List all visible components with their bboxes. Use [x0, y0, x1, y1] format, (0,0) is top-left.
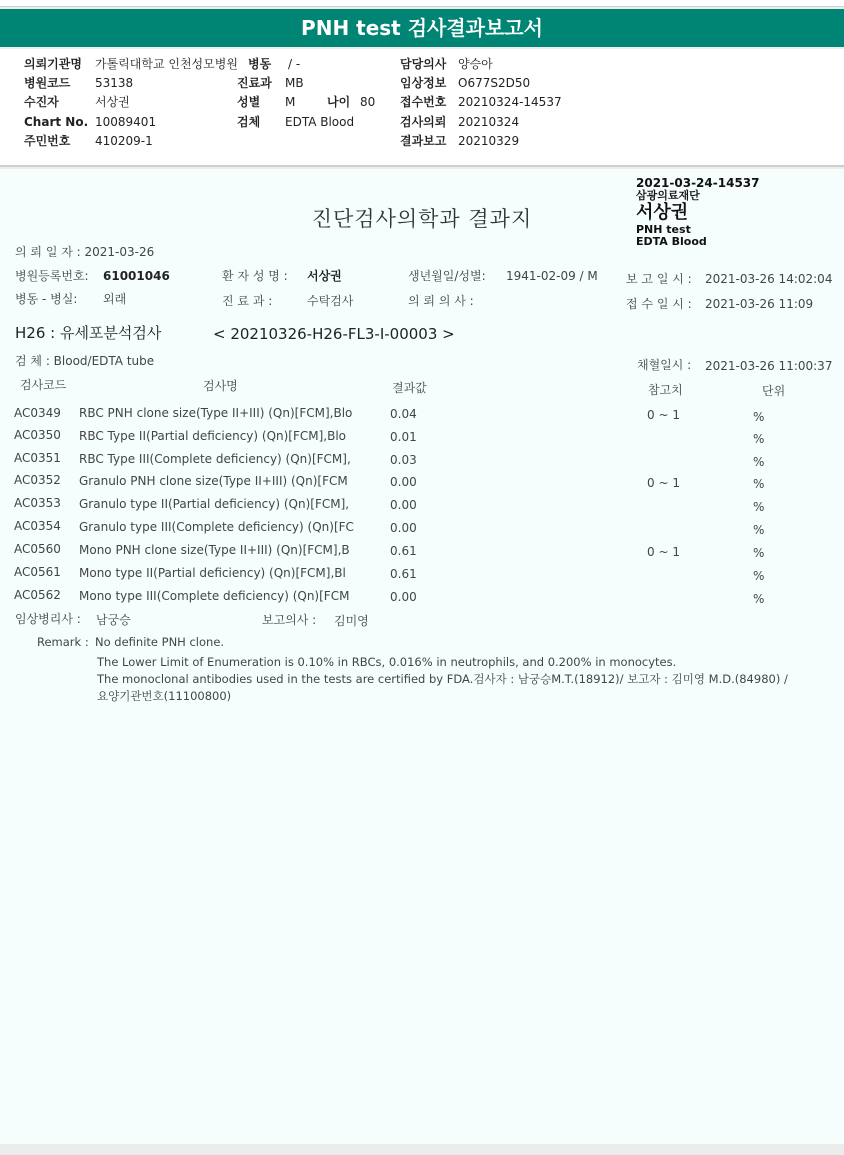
- report-date-value: 20210329: [458, 134, 520, 148]
- scanned-result-sheet: [0, 169, 844, 1144]
- stamp-test-name: PNH test: [636, 223, 691, 236]
- chart-label: Chart No.: [24, 115, 89, 129]
- dob-label: 생년월일/성별:: [408, 269, 486, 283]
- institution-value: 가톨릭대학교 인천성모병원: [95, 57, 238, 71]
- remark-line-1: No definite PNH clone.: [95, 635, 225, 649]
- ward-value: / -: [288, 57, 301, 71]
- header-row-3: [0, 93, 844, 111]
- dept-label: 진 료 과 :: [222, 294, 273, 308]
- column-reference: 참고치: [648, 383, 683, 397]
- row-code: AC0561: [14, 565, 61, 579]
- row-result: 0.03: [390, 453, 417, 467]
- clinical-label: 임상정보: [400, 76, 447, 90]
- pathologist-label: 임상병리사 :: [15, 612, 81, 626]
- row-code: AC0350: [14, 428, 61, 442]
- row-code: AC0349: [14, 406, 61, 420]
- row-test-name: Mono type III(Complete deficiency) (Qn)[FCM: [79, 589, 350, 603]
- remark-line-4: 요양기관번호(11100800): [97, 689, 232, 703]
- reporter-value: 김미영: [334, 614, 369, 628]
- collect-time-label: 채혈일시 :: [637, 358, 692, 372]
- sex-label: 성별: [237, 95, 261, 109]
- age-value: 80: [360, 95, 376, 109]
- row-test-name: Granulo PNH clone size(Type II+III) (Qn)[FCM: [79, 474, 348, 488]
- row-reference: 0 ~ 1: [647, 408, 680, 422]
- report-time-value: 2021-03-26 14:02:04: [705, 272, 833, 286]
- id-label: 주민번호: [24, 134, 71, 148]
- receipt-time-label: 접 수 일 시 :: [626, 297, 692, 311]
- id-value: 410209-1: [95, 134, 153, 148]
- column-unit: 단위: [762, 384, 786, 398]
- section-title: H26 : 유세포분석검사: [15, 324, 162, 342]
- dept-value: 수탁검사: [307, 294, 354, 308]
- row-test-name: Mono PNH clone size(Type II+III) (Qn)[FCM],B: [79, 543, 350, 557]
- hospital-code-value: 53138: [95, 76, 134, 90]
- clinical-value: O677S2D50: [458, 76, 531, 90]
- dept-value: MB: [285, 76, 304, 90]
- patient-label: 수진자: [24, 95, 59, 109]
- specimen-value: EDTA Blood: [285, 115, 355, 129]
- doctor-label: 담당의사: [400, 57, 447, 71]
- row-result: 0.61: [390, 544, 417, 558]
- header-row-2: [0, 74, 844, 92]
- patient-name-value: 서상권: [307, 269, 342, 283]
- stamp-foundation: 삼광의료재단: [636, 189, 700, 202]
- collect-time-value: 2021-03-26 11:00:37: [705, 359, 833, 373]
- ward-room-value: 외래: [103, 292, 127, 306]
- stamp-patient-name: 서상권: [636, 202, 689, 223]
- row-test-name: Granulo type II(Partial deficiency) (Qn)[FCM],: [79, 497, 350, 511]
- remark-line-2: The Lower Limit of Enumeration is 0.10% in RBCs, 0.016% in neutrophils, and 0.200% in monocytes.: [97, 655, 677, 669]
- bottom-margin: [0, 1144, 844, 1155]
- receipt-label: 접수번호: [400, 95, 447, 109]
- row-code: AC0560: [14, 542, 61, 556]
- column-code: 검사코드: [20, 378, 67, 392]
- row-unit: %: [753, 455, 765, 469]
- row-test-name: Granulo type III(Complete deficiency) (Qn)[FC: [79, 520, 354, 534]
- row-unit: %: [753, 432, 765, 446]
- row-code: AC0354: [14, 519, 61, 533]
- row-code: AC0562: [14, 588, 61, 602]
- row-code: AC0352: [14, 473, 61, 487]
- row-result: 0.01: [390, 430, 417, 444]
- row-reference: 0 ~ 1: [647, 545, 680, 559]
- row-test-name: Mono type II(Partial deficiency) (Qn)[FCM],Bl: [79, 566, 346, 580]
- stamp-receipt-number: 2021-03-24-14537: [636, 176, 760, 190]
- ward-room-label: 병동 - 병실:: [15, 292, 78, 306]
- row-unit: %: [753, 546, 765, 560]
- reg-no-value: 61001046: [103, 269, 170, 283]
- dob-value: 1941-02-09 / M: [506, 269, 598, 283]
- reg-no-label: 병원등록번호:: [15, 269, 89, 283]
- row-code: AC0351: [14, 451, 61, 465]
- accession-number: < 20210326-H26-FL3-I-00003 >: [213, 325, 455, 343]
- reporter-label: 보고의사 :: [262, 613, 317, 627]
- row-test-name: RBC PNH clone size(Type II+III) (Qn)[FCM],Blo: [79, 406, 353, 420]
- row-unit: %: [753, 500, 765, 514]
- row-unit: %: [753, 592, 765, 606]
- age-label: 나이: [327, 95, 351, 109]
- row-unit: %: [753, 569, 765, 583]
- sex-value: M: [285, 95, 296, 109]
- hospital-code-label: 병원코드: [24, 76, 71, 90]
- row-reference: 0 ~ 1: [647, 476, 680, 490]
- remark-label: Remark :: [37, 635, 89, 649]
- pathologist-value: 남궁승: [96, 613, 131, 627]
- row-unit: %: [753, 477, 765, 491]
- row-result: 0.00: [390, 498, 417, 512]
- institution-label: 의뢰기관명: [24, 57, 82, 71]
- top-border: [0, 0, 844, 7]
- row-test-name: RBC Type III(Complete deficiency) (Qn)[FCM],: [79, 452, 351, 466]
- chart-value: 10089401: [95, 115, 157, 129]
- stamp-specimen: EDTA Blood: [636, 235, 707, 248]
- column-result: 결과값: [392, 381, 427, 395]
- row-result: 0.04: [390, 407, 417, 421]
- dept-label: 진료과: [237, 76, 272, 90]
- request-date: 의 뢰 일 자 : 2021-03-26: [15, 245, 155, 259]
- report-time-label: 보 고 일 시 :: [626, 272, 692, 286]
- patient-value: 서상권: [95, 95, 130, 109]
- specimen-label: 검체: [237, 115, 261, 129]
- request-info-header: [0, 49, 844, 167]
- report-title-bar: PNH test 검사결과보고서: [0, 9, 844, 47]
- header-row-5: [0, 132, 844, 150]
- header-row-1: [0, 55, 844, 73]
- request-date-label: 검사의뢰: [400, 115, 447, 129]
- result-sheet-title: 진단검사의학과 결과지: [311, 207, 533, 231]
- row-result: 0.00: [390, 475, 417, 489]
- header-row-4: [0, 113, 844, 131]
- column-test-name: 검사명: [203, 379, 238, 393]
- row-result: 0.00: [390, 521, 417, 535]
- ref-doctor-label: 의 뢰 의 사 :: [408, 294, 474, 308]
- patient-name-label: 환 자 성 명 :: [222, 269, 288, 283]
- row-test-name: RBC Type II(Partial deficiency) (Qn)[FCM],Blo: [79, 429, 347, 443]
- row-unit: %: [753, 410, 765, 424]
- remark-line-3: The monoclonal antibodies used in the tests are certified by FDA.검사자 : 남궁승M.T.(18912)/ 보고자 : 김미영 M.D.(84980) /: [97, 672, 788, 686]
- row-result: 0.61: [390, 567, 417, 581]
- specimen-type: 검 체 : Blood/EDTA tube: [15, 354, 155, 368]
- row-unit: %: [753, 523, 765, 537]
- doctor-value: 양승아: [458, 57, 493, 71]
- receipt-value: 20210324-14537: [458, 95, 562, 109]
- row-code: AC0353: [14, 496, 61, 510]
- ward-label: 병동: [248, 57, 272, 71]
- row-result: 0.00: [390, 590, 417, 604]
- request-date-value: 20210324: [458, 115, 520, 129]
- report-date-label: 결과보고: [400, 134, 447, 148]
- receipt-time-value: 2021-03-26 11:09: [705, 297, 814, 311]
